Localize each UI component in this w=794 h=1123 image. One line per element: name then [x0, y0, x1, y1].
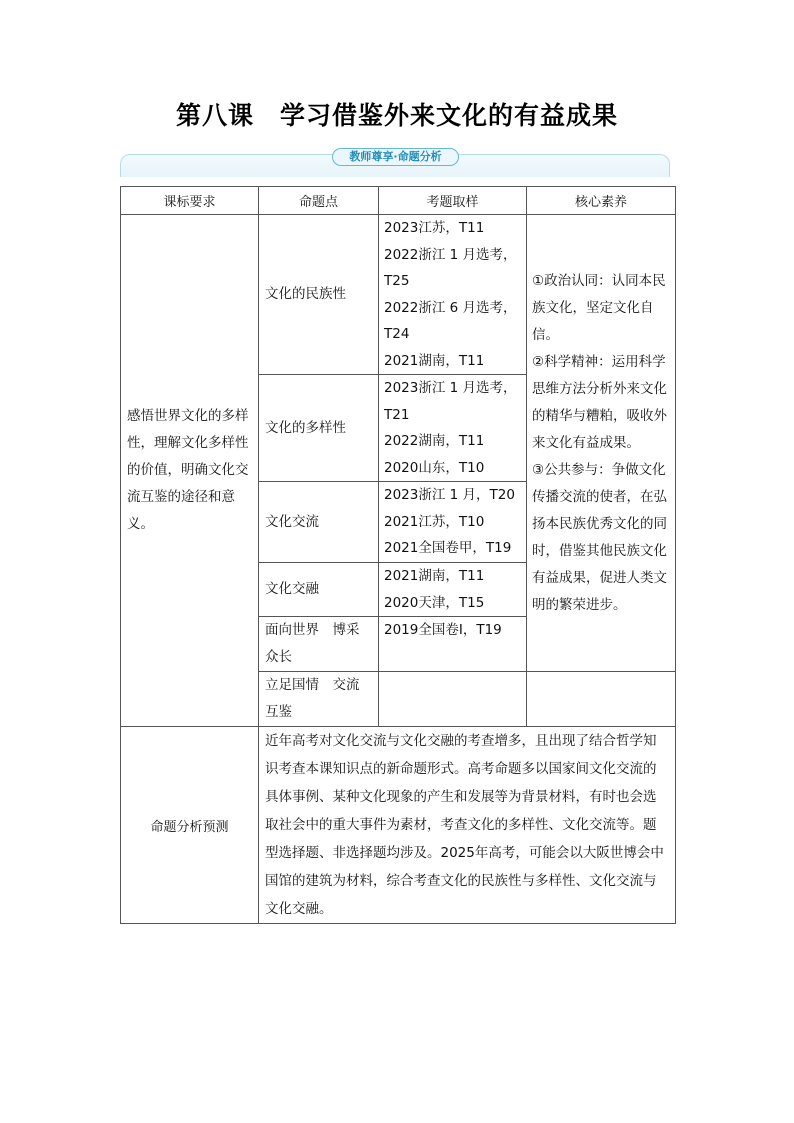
- header-requirement: 课标要求: [121, 187, 259, 215]
- sample-item: 2021湖南，T11: [384, 352, 485, 369]
- sample-item: 2021全国卷甲，T19: [384, 540, 512, 556]
- sample-item: 2022浙江 1 月选考，T25: [384, 246, 517, 289]
- samples-cell: [379, 563, 527, 617]
- sample-item: 2021湖南，T11: [384, 568, 485, 584]
- point-cell: 文化的多样性: [259, 375, 379, 482]
- literacy-cell: [527, 215, 676, 672]
- point-cell: 面向世界 博采众长: [259, 617, 379, 672]
- point-cell: 文化的民族性: [259, 215, 379, 375]
- literacy-item: ③公共参与：争做文化传播交流的使者，在弘扬本民族优秀文化的同时，借鉴其他民族文化有益成果，促进人类文明的繁荣进步。: [532, 461, 667, 613]
- requirement-cell: 感悟世界文化的多样性，理解文化多样性的价值，明确文化交流互鉴的途径和意义。: [121, 215, 259, 727]
- samples-cell: [379, 672, 527, 727]
- header-sample: 考题取样: [379, 187, 527, 215]
- point-cell: 立足国情 交流互鉴: [259, 672, 379, 727]
- sample-item: 2023浙江 1 月，T20: [384, 487, 515, 503]
- sample-item: 2022湖南，T11: [384, 433, 485, 449]
- sample-item: 2019全国卷Ⅰ，T19: [384, 622, 502, 638]
- forecast-text: 近年高考对文化交流与文化交融的考查增多，且出现了结合哲学知识考查本课知识点的新命题形式。高考命题多以国家间文化交流的具体事例、某种文化现象的产生和发展等为背景材料，有时也会选取社会中的重大事件为素材，考查文化的多样性、文化交流等。题型选择题、非选择题均涉及。2025年高考，可能会以大阪世博会中国馆的建筑为材料，综合考查文化的民族性与多样性、文化交流与文化交融。: [259, 727, 676, 924]
- forecast-label: 命题分析预测: [121, 727, 259, 924]
- page-title: 第八课 学习借鉴外来文化的有益成果: [175, 101, 618, 130]
- samples-cell: [379, 617, 527, 672]
- analysis-table: [120, 186, 676, 924]
- header-point: 命题点: [259, 187, 379, 215]
- sample-item: 2023浙江 1 月选考，T21: [384, 380, 517, 423]
- sample-item: 2021江苏，T10: [384, 513, 485, 530]
- samples-cell: [379, 482, 527, 563]
- literacy-item: ①政治认同：认同本民族文化，坚定文化自信。: [532, 272, 666, 343]
- samples-cell: [379, 215, 527, 375]
- table-row: [121, 215, 676, 375]
- sample-item: 2020山东，T10: [384, 459, 485, 476]
- literacy-cell-empty: [527, 672, 676, 727]
- header-literacy: 核心素养: [527, 187, 676, 215]
- table-header-row: [121, 187, 676, 215]
- sample-item: 2023江苏，T11: [384, 220, 485, 236]
- banner-label: 教师尊享·命题分析: [332, 148, 459, 166]
- sample-item: 2020天津，T15: [384, 594, 485, 611]
- point-cell: 文化交流: [259, 482, 379, 563]
- point-cell: 文化交融: [259, 563, 379, 617]
- sample-item: 2022浙江 6 月选考，T24: [384, 299, 517, 342]
- forecast-row: [121, 727, 676, 924]
- samples-cell: [379, 375, 527, 482]
- literacy-item: ②科学精神：运用科学思维方法分析外来文化的精华与糟粕，吸收外来文化有益成果。: [532, 353, 667, 451]
